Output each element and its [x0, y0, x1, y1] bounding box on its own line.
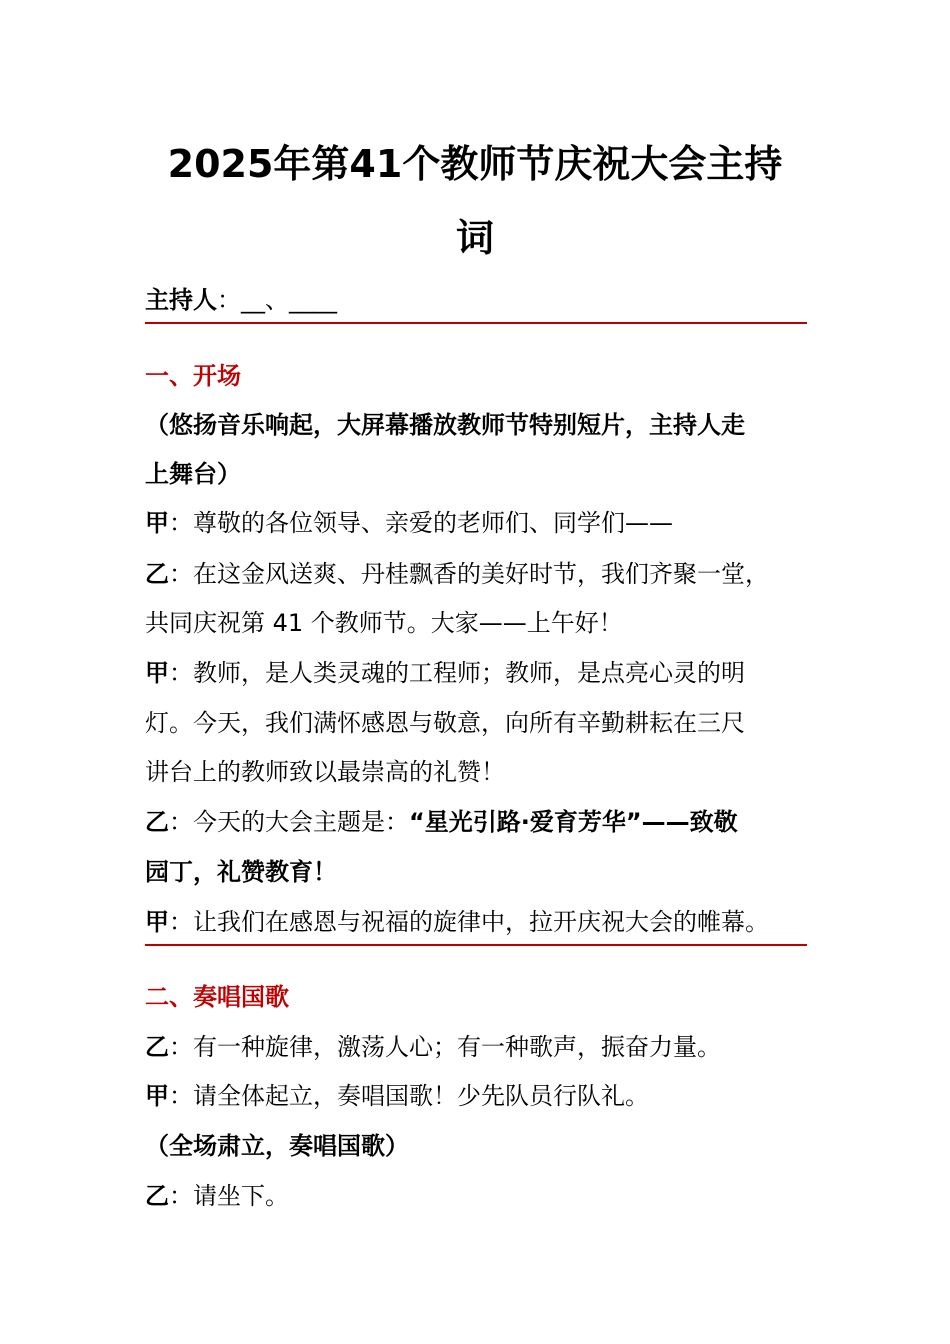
hosts-blanks: __、____ [241, 286, 337, 314]
dialogue-text: ：教师，是人类灵魂的工程师；教师，是点亮心灵的明 [169, 659, 745, 687]
dialogue-line [145, 1178, 289, 1214]
speaker-label: 乙 [145, 1033, 169, 1061]
speaker-label: 甲 [145, 908, 169, 936]
section-1-heading: 一、开场 [145, 362, 241, 390]
dialogue-line [145, 904, 769, 940]
divider-section-1 [145, 944, 807, 946]
speaker-label: 乙 [145, 808, 169, 836]
document-title-line-1: 2025年第41个教师节庆祝大会主持 [167, 142, 783, 186]
dialogue-line [145, 1078, 649, 1114]
section-1-stage-note-line-1: （悠扬音乐响起，大屏幕播放教师节特别短片，主持人走 [145, 411, 745, 439]
dialogue-text: ：今天的大会主题是： [169, 808, 409, 836]
dialogue-text: ：尊敬的各位领导、亲爱的老师们、同学们—— [169, 509, 673, 537]
dialogue-line [145, 556, 769, 592]
hosts-line [145, 282, 337, 318]
dialogue-text: ：在这金风送爽、丹桂飘香的美好时节，我们齐聚一堂， [169, 560, 769, 588]
divider-top [145, 322, 807, 324]
theme-text: “星光引路·爱育芳华”——致敬 [409, 808, 738, 836]
dialogue-continuation: 讲台上的教师致以最崇高的礼赞！ [145, 758, 505, 786]
dialogue-line [145, 505, 673, 541]
hosts-label: 主持人 [145, 286, 217, 314]
speaker-label: 甲 [145, 1082, 169, 1110]
dialogue-text: ：有一种旋律，激荡人心；有一种歌声，振奋力量。 [169, 1033, 721, 1061]
hosts-colon: ： [217, 286, 241, 314]
speaker-label: 乙 [145, 560, 169, 588]
dialogue-line [145, 655, 745, 691]
section-2-heading: 二、奏唱国歌 [145, 983, 289, 1011]
dialogue-line [145, 1029, 721, 1065]
dialogue-continuation: 灯。今天，我们满怀感恩与敬意，向所有辛勤耕耘在三尺 [145, 709, 745, 737]
dialogue-continuation: 共同庆祝第 41 个教师节。大家——上午好！ [145, 609, 623, 637]
speaker-label: 乙 [145, 1182, 169, 1210]
dialogue-text: ：请坐下。 [169, 1182, 289, 1210]
speaker-label: 甲 [145, 659, 169, 687]
speaker-label: 甲 [145, 509, 169, 537]
section-1-stage-note-line-2: 上舞台） [145, 460, 241, 488]
dialogue-text: ：请全体起立，奏唱国歌！少先队员行队礼。 [169, 1082, 649, 1110]
theme-continuation: 园丁，礼赞教育！ [145, 858, 337, 886]
dialogue-text: ：让我们在感恩与祝福的旋律中，拉开庆祝大会的帷幕。 [169, 908, 769, 936]
section-2-stage-note: （全场肃立，奏唱国歌） [145, 1132, 409, 1160]
dialogue-line [145, 804, 738, 840]
document-title-line-2: 词 [455, 216, 494, 260]
